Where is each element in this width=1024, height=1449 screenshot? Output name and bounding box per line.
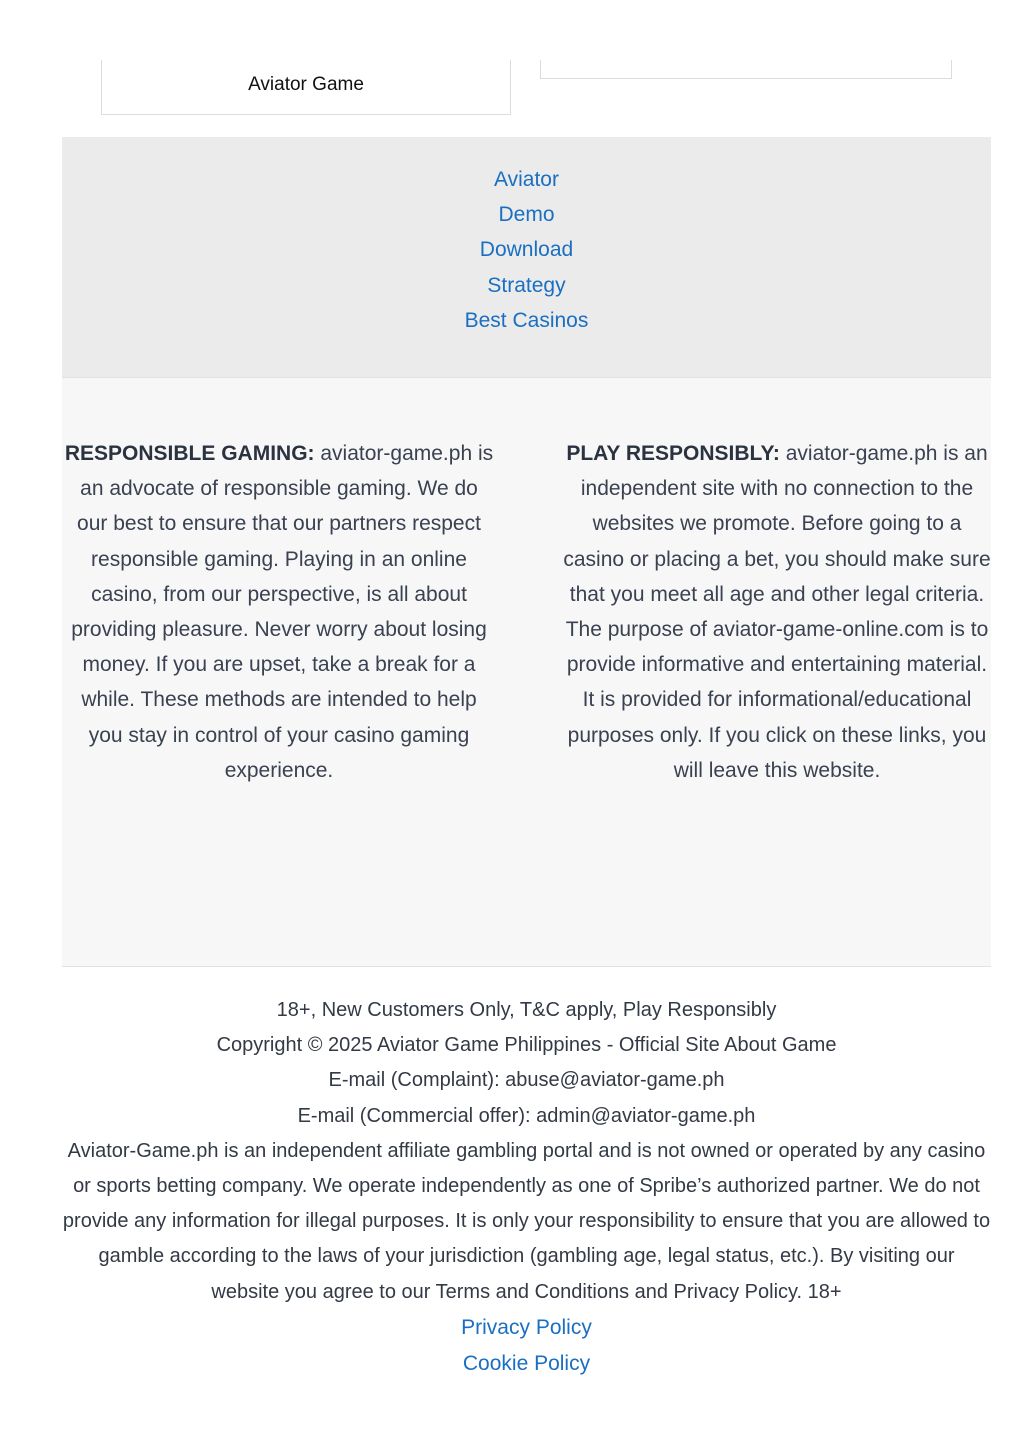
play-responsibly-heading: PLAY RESPONSIBLY:: [566, 442, 780, 465]
menu-item-best-casinos: [62, 303, 991, 338]
menu-link-strategy[interactable]: Strategy: [487, 273, 566, 297]
footer-menu-list: [62, 162, 991, 338]
game-card-title[interactable]: Aviator Game: [248, 74, 364, 95]
email-complaint: E-mail (Complaint): abuse@aviator-game.ph: [328, 1069, 725, 1092]
game-card-secondary[interactable]: [540, 60, 952, 79]
menu-item-aviator: [62, 162, 991, 197]
menu-link-best-casinos[interactable]: Best Casinos: [464, 308, 589, 332]
site-footer: [62, 993, 991, 1382]
privacy-policy-link[interactable]: Privacy Policy: [461, 1315, 592, 1339]
responsible-gaming-heading: RESPONSIBLE GAMING:: [64, 442, 315, 465]
cookie-policy-row: [62, 1346, 991, 1382]
play-responsibly-text: aviator-game.ph is an independent site with no connection to the websites we promote. Before going to a casino or placing a bet, you should make sure that you meet all age and other legal criteria. The purpose of aviator-game-online.com is to provide informative and entertaining material. It is provided for informational/educational purposes only. If you click on these links, you will leave this website.: [563, 442, 991, 782]
responsible-gaming-text: aviator-game.ph is an advocate of responsible gaming. We do our best to ensure that our partners respect responsible gaming. Playing in an online casino, from our perspective, is all about providing pleasure. Never worry about losing money. If you are upset, take a break for a while. These methods are intended to help you stay in control of your casino gaming experience.: [71, 442, 494, 782]
age-notice: 18+, New Customers Only, T&C apply, Play Responsibly: [276, 999, 777, 1021]
play-responsibly-block: [562, 436, 992, 788]
email-commercial: E-mail (Commercial offer): admin@aviator-game.ph: [297, 1104, 756, 1127]
footer-menu: [62, 137, 991, 377]
menu-item-download: [62, 232, 991, 267]
copyright: Copyright © 2025 Aviator Game Philippines - Official Site About Game: [216, 1034, 837, 1057]
menu-item-demo: [62, 197, 991, 232]
disclaimer: Aviator-Game.ph is an independent affiliate gambling portal and is not owned or operated by any casino or sports betting company. We operate independently as one of Spribe’s authorized partner. We do not provide any information for illegal purposes. It is only your responsibility to ensure that you are allowed to gamble according to the laws of your jurisdiction (gambling age, legal status, etc.). By visiting our website you agree to our Terms and Conditions and Privacy Policy. 18+: [62, 1139, 991, 1303]
menu-item-strategy: [62, 268, 991, 303]
responsible-gaming-section: [62, 377, 991, 967]
privacy-policy-row: [62, 1310, 991, 1346]
cookie-policy-link[interactable]: Cookie Policy: [462, 1352, 591, 1376]
game-card-aviator[interactable]: [101, 60, 511, 115]
responsible-gaming-block: [64, 436, 494, 788]
menu-link-download[interactable]: Download: [479, 238, 574, 262]
menu-link-demo[interactable]: Demo: [498, 203, 555, 227]
menu-link-aviator[interactable]: Aviator: [494, 168, 559, 191]
